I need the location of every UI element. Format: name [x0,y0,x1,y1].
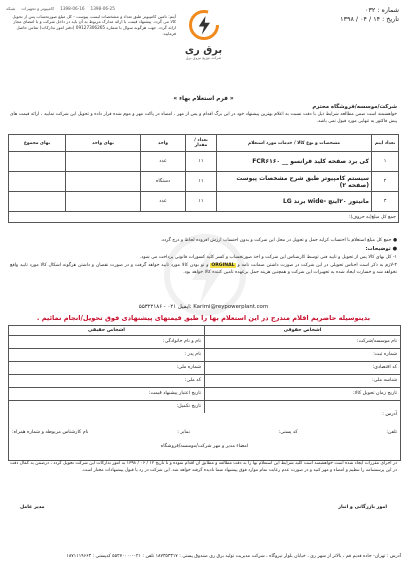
item-unit-price[interactable] [66,152,141,172]
field-national-code[interactable]: کد ملی: [184,378,201,383]
field-registration-no[interactable]: شماره ثبت: [204,349,400,361]
item-description: کی برد صفحه کلید فرانسو __ FCR۶۱۶۰ [217,152,372,172]
tag-b: شبکه [6,6,16,11]
total-in-words-label[interactable]: جمع کل مبلغ(به حروف): [9,212,399,223]
signatory-commerce: امور بازرگانی و انبار [338,505,387,510]
intro-paragraph: خواهشمند است ضمن مطالعه شرایط ذیل با دقت نسبت به اعلام بهترین پیشنهاد خود در این برگ اقدام و پس از مهر ، امضاء در پاکت مهر و موم شده قرار داده و تحویل این شرکت نمایید ، ارائه قیمت های پیش فاکتور به تنهایی مورد قبول نمی باشد. [10,112,397,124]
item-unit: عدد [141,192,186,212]
item-qty: ۱۱ [186,192,217,212]
field-father-name[interactable]: نام پدر : [184,352,201,357]
item-number: ۳ [372,192,399,212]
tag-a: کامپیوتر و تجهیزات [21,6,55,11]
contractor-row [9,362,400,375]
commitment-banner: بدینوسیله حاضریم اقلام مندرج در این استعلام بها را طبق قیمتهای پیشنهادی فوق تحویل/انجام نمائیم . [36,314,371,322]
contractor-row [9,336,400,349]
item-qty: ۱۱ [186,152,217,172]
col-total: بهای مجموع [9,135,66,152]
signatory-ceo: مدیر عامل [20,505,45,510]
item-unit: عدد [141,152,186,172]
contractor-row [9,388,400,401]
item-description: مانیتور ۲۰اینچ -wide برند LG [217,192,372,212]
col-description: مشخصات و نوع کالا / خدمات مورد استعلام [217,135,372,152]
col-unit: واحد [141,135,186,152]
header [6,4,401,66]
header-note-text: آیتم: تامین کامپیوتر طبق تعداد و مشخصات لیست پیوست - کل مبلغ صورتحساب پس از تحویل کالا می گردد. پیشنهاد قیمت با ارائه مدارک مربوط به آن باید در داخل شرکت و با امضای مجاز ارائه گردد. جهت هرگونه سوال با شماره 09127306265 (دفتر امور تدارکات) تماس حاصل فرمایید. [12,13,176,36]
field-delivery-date[interactable]: تاریخ زمان تحویل کالا: [204,388,400,400]
item-number: ۱ [372,152,399,172]
greeting: شرکت/موسسه/فروشگاه محترم [312,104,397,110]
note-2-post: و نو بودن کالا مورد تایید خواهد گرفت و در صورت نقصان و داشتن هرگونه اشکال کالا مورد تایید واقع نخواهد شد و خسارت ایجاد شده به تجهیزات این شرکت و همچنین هزینه حمل برعهده تامین کننده کالا خواهد بود. [10,263,397,276]
notes-title: ● توضیحات: [365,246,397,252]
items-table-header [9,135,399,152]
contact-email-line: Karimi@reypowerplant.com :ایمیل ۰۲۱ - ۵۵۳۲۲۱۸۶ [138,304,269,310]
header-meta [304,6,399,25]
item-unit: دستگاه [141,172,186,192]
col-natural-persons: اشخاص حقیقی [88,328,125,333]
vat-note: ● جمع کل مبلغ استعلام با احتساب کرایه حمل و تحویل در محل این شرکت و بدون احتساب ارزش افزوده لحاظ و درج گردد. [160,238,397,243]
field-postal-code[interactable]: کد پستی: [278,430,298,435]
brand-logo-icon [189,10,219,40]
signature-seal[interactable]: امضاء مدیر و مهر شرکت/موسسه/فروشگاه [160,444,249,449]
form-date: تاریخ : ۱۴ / ۰۴ / ۱۳۹۸ [340,15,399,24]
field-address[interactable]: آدرس : [382,412,397,417]
item-unit-price[interactable] [66,172,141,192]
contractor-info-table [8,325,401,461]
note-2-pre: ۲-لازم به ذکر است اجناس تحویلی در این شرکت در صورت داشتن ضمانت نامه و [237,263,397,269]
note-1: ۱- کل بهای کالا پس از تحویل و تایید فنی توسط کارشناس این شرکت و اخذ صورتحساب و کسر کلیه کسورات قانونی پرداخت می شود. [139,255,397,260]
item-total[interactable] [9,172,66,192]
item-description: سیستم کامپیوتر طبق شرح مشخصات پیوست (صفحه ۲) [217,172,372,192]
field-fax[interactable]: نمابر : [177,430,190,435]
footer-address: آدرس : تهران- جاده قدیم قم ، بالاتر از شهر ری ، خیابان بلوار نیروگاه ، شرکت مدیریت تولید برق ری صندوق پستی : ۱۸۷۳۵۳۳۱۷ تلفن : ۰۲۱-۵۵۲۷۰۰۰۰ کدپستی : ۱۸۷۱۱۱۹۶۶۳ [66,554,401,559]
execution-terms: در اجرای مقررات ایجاد شده است خواهشمند است کلیه شرایط این استعلام بها را به دقت مطالعه و مطابق آن اقدام نموده و تا تاریخ ۱۲ / ۰۶ / ۱۳۹۸ به امور تدارکات این شرکت تحویل گردد ، درضمن به کمال دقت در این پرسشنامه را تنظیم و امضاء و مهر کنید و در صورت عدم رعایت تمام موارد فوق پیشنهاد شما نادیده گرفته خواهد شد. این شرکت در رد یا قبول پیشنهادات مختار است. [10,461,397,473]
item-total[interactable] [9,152,66,172]
field-offer-validity[interactable]: تاریخ اعتبار پیشنهاد قیمت: [148,391,201,396]
table-row [9,192,399,212]
header-note [6,6,176,36]
contractor-row [9,349,400,362]
item-total[interactable] [9,192,66,212]
total-row [9,212,399,223]
items-table [8,134,399,223]
field-full-name[interactable]: نام و نام خانوادگی: [162,339,201,344]
phone-row [12,430,397,435]
company-logo [174,10,234,60]
item-unit-price[interactable] [66,192,141,212]
table-row [9,152,399,172]
field-economic-code[interactable]: کد اقتصادی: [204,362,400,374]
footer-signatories [20,505,387,510]
date-b: 1398-06-16 [60,6,85,11]
form-number: شماره : ۰۳۲ [365,6,399,14]
contractor-table-header [9,326,400,336]
date-a: 1398-06-25 [90,6,115,11]
field-national-id[interactable]: شناسه ملی: [204,375,400,387]
form-title: « فرم استعلام بهاء » [173,96,234,102]
item-qty: ۱۱ [186,172,217,192]
brand-subtitle: شرکت توزیع نیروی برق [185,56,222,60]
contractor-row [9,375,400,388]
brand-name: برق ری [184,45,223,56]
item-number: ۲ [372,172,399,192]
col-unit-price: بهای واحد [66,135,141,152]
field-completion-date[interactable]: تاریخ تکمیل: [176,404,201,409]
table-row [9,172,399,192]
field-representative[interactable]: نام کارشناس مربوطه و شماره همراه: [12,430,89,435]
field-company-name[interactable]: نام موسسه/شرکت: [204,336,400,348]
field-id-number[interactable]: شماره ملی: [176,365,201,370]
col-item-no: تعداد ایتم [372,135,399,152]
address-block [12,412,397,417]
field-phone[interactable]: تلفن: [386,430,397,435]
original-highlight: ORGINAL [211,263,235,269]
col-legal-persons: اشخاص حقوقی [204,326,400,335]
col-qty: تعداد / مقدار [186,135,217,152]
